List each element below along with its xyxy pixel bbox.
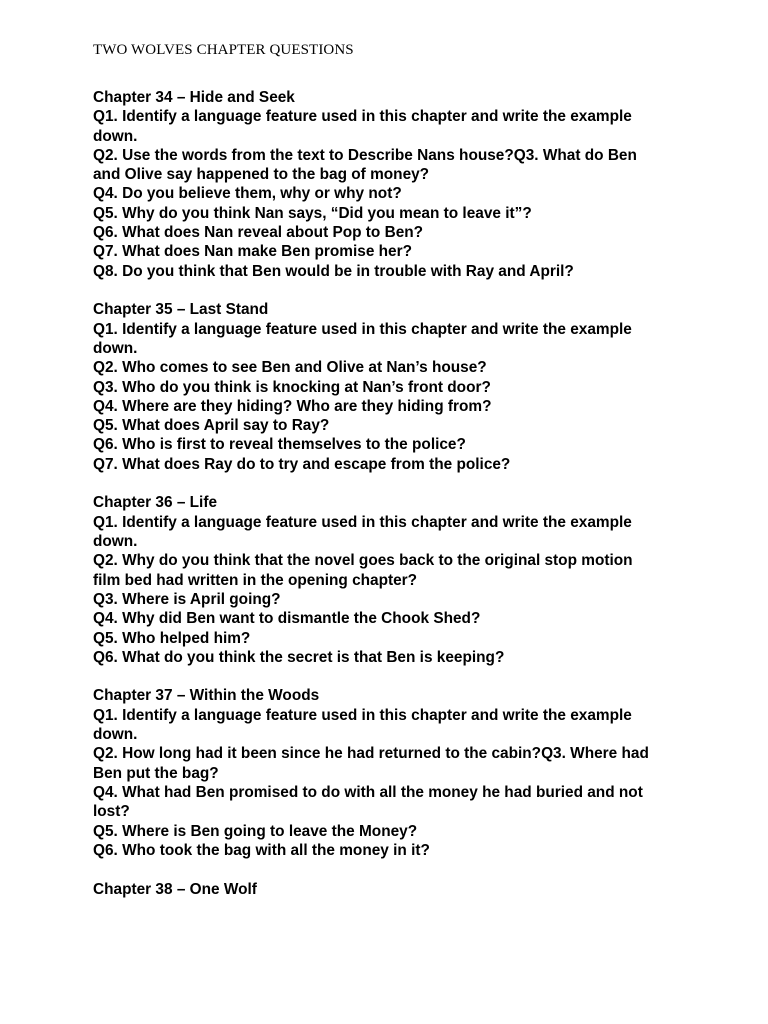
question: Q2. Use the words from the text to Describe Nans house?Q3. What do Ben and Olive say happened to the bag of money? xyxy=(93,146,637,184)
question: Q6. Who is first to reveal themselves to the police? xyxy=(93,436,466,454)
chapter-title: Chapter 37 – Within the Woods xyxy=(93,687,320,705)
document-title: TWO WOLVES CHAPTER QUESTIONS xyxy=(93,42,354,58)
question: Q5. Where is Ben going to leave the Money? xyxy=(93,822,418,840)
question: Q5. Who helped him? xyxy=(93,629,251,647)
chapter-section-37 xyxy=(93,686,663,860)
chapter-section-35 xyxy=(93,300,663,474)
question: Q4. What had Ben promised to do with all the money he had buried and not lost? xyxy=(93,783,643,821)
question: Q7. What does Nan make Ben promise her? xyxy=(93,243,413,261)
question: Q4. Why did Ben want to dismantle the Chook Shed? xyxy=(93,610,481,628)
chapter-section-38 xyxy=(93,880,663,899)
chapter-section-36 xyxy=(93,493,663,667)
chapter-title: Chapter 35 – Last Stand xyxy=(93,301,269,319)
chapter-title: Chapter 36 – Life xyxy=(93,494,218,512)
chapter-section-34 xyxy=(93,88,663,281)
question: Q5. Why do you think Nan says, “Did you mean to leave it”? xyxy=(93,204,532,222)
document-body xyxy=(93,88,663,918)
question: Q2. Who comes to see Ben and Olive at Nan’s house? xyxy=(93,359,487,377)
question: Q2. How long had it been since he had returned to the cabin?Q3. Where had Ben put the bag? xyxy=(93,745,649,782)
question: Q5. What does April say to Ray? xyxy=(93,417,330,435)
chapter-title: Chapter 38 – One Wolf xyxy=(93,880,257,898)
question: Q6. Who took the bag with all the money in it? xyxy=(93,841,430,859)
question: Q6. What does Nan reveal about Pop to Ben? xyxy=(93,224,424,242)
question: Q3. Where is April going? xyxy=(93,590,281,608)
question: Q4. Where are they hiding? Who are they hiding from? xyxy=(93,397,492,415)
chapter-title: Chapter 34 – Hide and Seek xyxy=(93,89,295,106)
question: Q7. What does Ray do to try and escape from the police? xyxy=(93,455,511,473)
question: Q3. Who do you think is knocking at Nan’s front door? xyxy=(93,378,491,396)
question: Q1. Identify a language feature used in this chapter and write the example down. xyxy=(93,513,632,551)
question: Q8. Do you think that Ben would be in trouble with Ray and April? xyxy=(93,262,574,280)
question: Q2. Why do you think that the novel goes back to the original stop motion film bed had written in the opening chapter? xyxy=(93,552,633,589)
question: Q6. What do you think the secret is that Ben is keeping? xyxy=(93,648,505,666)
question: Q1. Identify a language feature used in this chapter and write the example down. xyxy=(93,108,632,145)
question: Q4. Do you believe them, why or why not? xyxy=(93,185,402,203)
question: Q1. Identify a language feature used in this chapter and write the example down. xyxy=(93,706,632,744)
question: Q1. Identify a language feature used in this chapter and write the example down. xyxy=(93,320,632,357)
